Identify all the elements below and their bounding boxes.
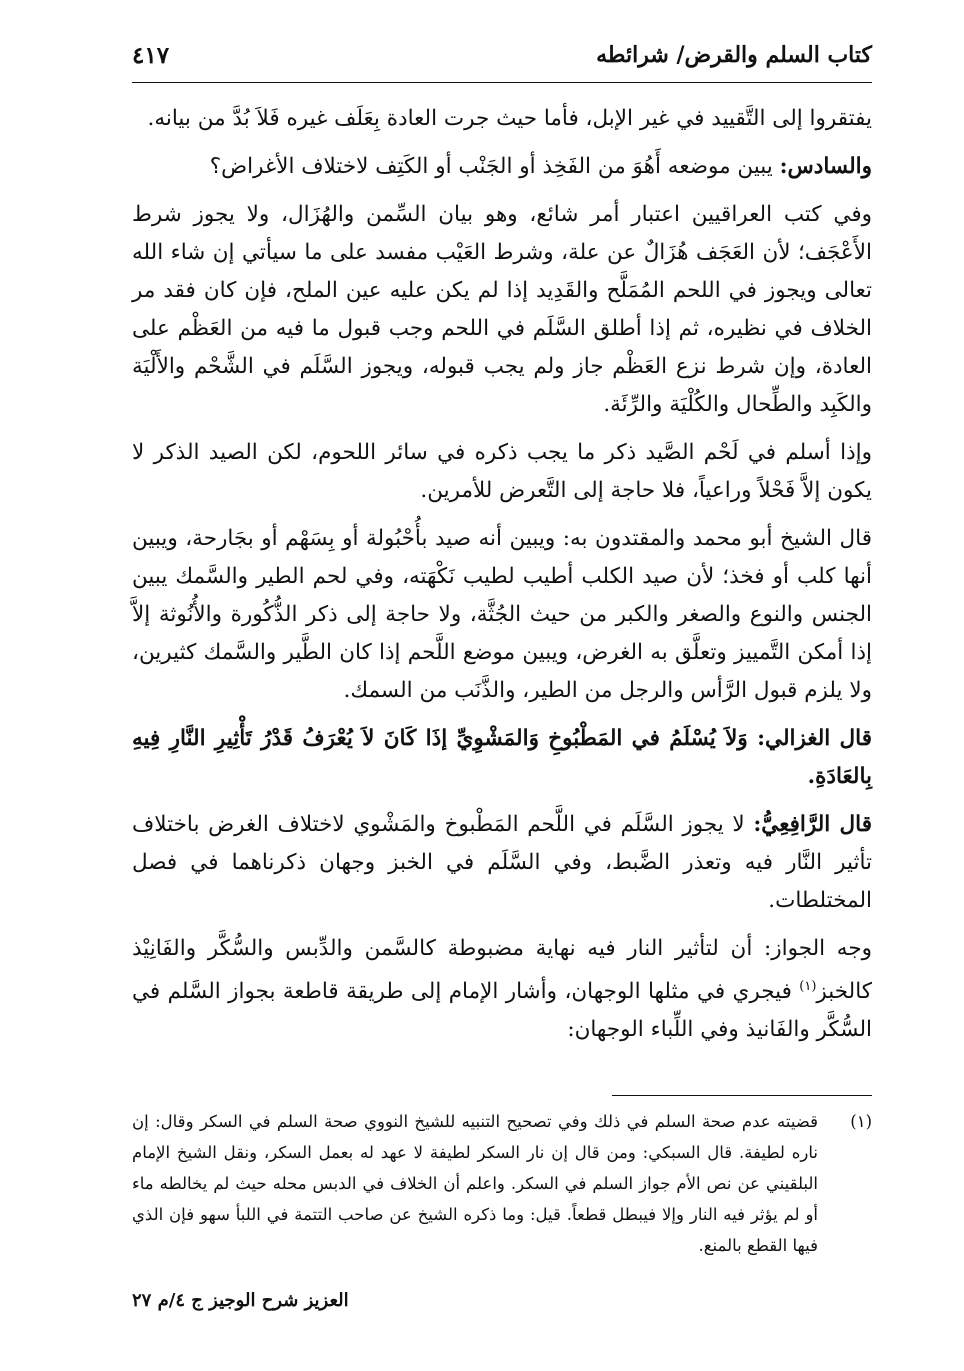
page-signature: العزيز شرح الوجيز ج ٤/م ٢٧: [132, 1290, 349, 1311]
paragraph-lead: قال الرَّافِعِيُّ:: [753, 812, 872, 837]
paragraph-1: يفتقروا إلى التَّقييد في غير الإبل، فأما حيث جرت العادة بِعَلَف غيره فَلاَ بُدَّ من بيانه.: [147, 106, 872, 131]
paragraph-abu-muhammad: قال الشيخ أبو محمد والمقتدون به: ويبين أنه صيد بأُحْبُولة أو بِسَهْم أو بجَارحة، ويبين أنها كلب أو فخذ؛ لأن صيد الكلب أطيب لطيب نَكْهَته، وفي لحم الطير والسَّمك يبين الجنس والنوع والصغر والكبر من حيث الجُثَّة، ولا حاجة إلى ذكر الذُّكُورة والأُنُوثة إلاَّ إذا أمكن التَّمييز وتعلَّق به الغرض، ويبين موضع اللَّحم إذا كان الطَّير والسَّمك كثيرين، ولا يلزم قبول الرَّأس والرجل من الطير، والذَّنَب من السمك.: [132, 526, 872, 703]
footnote: [132, 1106, 872, 1261]
paragraph-lead: قال الغزالي:: [757, 726, 873, 751]
footnote-mark: (١): [850, 1112, 872, 1131]
main-text: [132, 100, 872, 1049]
matn-text: وَلاَ يُسْلَمُ في المَطْبُوخِ وَالمَشْوِيِّ إذَا كَانَ لاَ يُعْرَفُ قَدْرُ تَأْثِيرِ النَّارِ فِيهِ بِالعَادَةِ.: [132, 726, 872, 789]
paragraph-rafii: قال الرَّافِعِيُّ: لا يجوز السَّلَم في اللَّحم المَطْبوخ والمَشْوي لاختلاف الغرض باختلاف تأثير النَّار فيه وتعذر الضَّبط، وفي السَّلَم في الخبز وجهان ذكرناهما في فصل المختلطات.: [132, 812, 872, 913]
paragraph-game-meat: وإذا أسلم في لَحْم الصَّيد ذكر ما يجب ذكره في سائر اللحوم، لكن الصيد الذكر لا يكون إلاَّ فَحْلاً وراعياً، فلا حاجة إلى التَّعرض للأمرين.: [132, 440, 872, 503]
page-number: ٤١٧: [132, 42, 170, 69]
paragraph-sixth-condition: والسادس: يبين موضعه أَهُوَ من الفَخِذ أو الجَنْب أو الكَتِف لاختلاف الأغراض؟: [209, 154, 872, 179]
page-header: [132, 42, 872, 83]
footnote-reference[interactable]: (١): [799, 979, 817, 994]
paragraph-permissibility: وجه الجواز: أن لتأثير النار فيه نهاية مضبوطة كالسَّمن والدِّبس والسُّكَّر والفَانِيْذ كالخبز$^{(١)}$ فيجري في مثلها الوجهان، وأشار الإمام إلى طريقة قاطعة بجواز السَّلم في السُّكَّر والفَانيذ وفي اللِّباء الوجهان:: [132, 936, 872, 1043]
paragraph-ghazali-matn: [132, 720, 872, 796]
paragraph-lead: والسادس:: [779, 154, 872, 179]
footnote-separator: [612, 1095, 872, 1096]
footnote-text: قضيته عدم صحة السلم في ذلك وفي تصحيح التنبيه للشيخ النووي صحة السلم في السكر وقال: إن ناره لطيفة. قال السبكي: ومن قال إن نار السكر لطيفة لا عهد له بعمل السكر، ونقل الشيخ الإمام البلقيني عن نص الأم جواز السلم في السكر. واعلم أن الخلاف في الدبس محله حيث لم يخالطه ماء أو لم يؤثر فيه النار وإلا فيبطل قطعاً. قيل: وما ذكره الشيخ عن صاحب التتمة في اللبأ سهو فإن الذي فيها القطع بالمنع.: [132, 1112, 818, 1255]
paragraph-iraqi-books: وفي كتب العراقيين اعتبار أمر شائع، وهو بيان السِّمن والهُزَال، ولا يجوز شرط الأَعْجَف؛ لأن العَجَف هُزَالٌ عن علة، وشرط العَيْب مفسد على ما سيأتي إن شاء الله تعالى ويجوز في اللحم المُمَلَّح والقَدِيد إذا لم يكن عليه عين الملح، فإن كان فقد مر الخلاف في نظيره، ثم إذا أطلق السَّلَم في اللحم وجب قبول ما فيه من العَظْم على العادة، وإن شرط نزع العَظْم جاز ولم يجب قبوله، ويجوز السَّلَم في الشَّحْم والأَلْيَة والكَبِد والطِّحال والكُلْيَة والرِّئَة.: [132, 202, 872, 417]
running-title: كتاب السلم والقرض/ شرائطه: [596, 42, 872, 68]
